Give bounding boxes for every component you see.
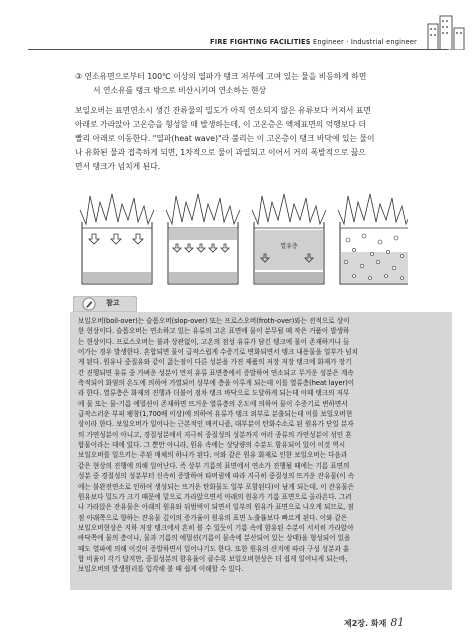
note-line: 한 현상이다. 슬롭오버는 연소하고 있는 유류의 고온 표면에 물이 분무될 때 작은 거품이 발생하 bbox=[78, 327, 350, 336]
paragraph-line-4: 나 유화된 물과 접촉하게 되면, 1차적으로 물이 과열되고 이어서 거의 폭발적으로 끓으 bbox=[75, 148, 366, 157]
paragraph-line-5: 면서 탱크가 넘치게 된다. bbox=[75, 162, 161, 171]
paragraph-line-1: 보일오버는 표면연소시 생긴 잔류물의 밀도가 아직 연소되지 않은 유류보다 커져서 표면 bbox=[75, 106, 371, 115]
boilover-diagram bbox=[78, 192, 408, 288]
note-line: 의 가연성분이 아니고, 경질성분에서 지극히 중질성의 성분까지 여러 종류의 가연성분이 섞인 혼 bbox=[78, 430, 352, 439]
note-tab bbox=[73, 296, 137, 312]
heat-arrows-1 bbox=[89, 234, 143, 244]
note-line: 에 물 또는 물-기름 에멀션이 존재하면 뜨거운 열류층의 온도에 의하여 물이 수증기로 변하면서 bbox=[78, 399, 348, 408]
note-line: 는 현상이다. 프로스오버는 불과 상관없이, 고온의 점성 유류가 담긴 탱크에 물이 존재하거나 들 bbox=[78, 337, 350, 346]
heat-layer-2 bbox=[169, 228, 237, 240]
note-line: 보일오버를 일으키는 주된 매체의 하나가 된다. 이와 같은 원유 화재로 인한 보일오버는 다음과 bbox=[78, 451, 348, 460]
note-line: 라 한다. 열류층은 화재의 진행과 더불어 점차 탱크 바닥으로 도달하게 되는데 이때 탱크의 저부 bbox=[78, 389, 350, 398]
item-3-line-1: ③ 연소유면으로부터 100℃ 이상의 열파가 탱크 저부에 고여 있는 물을 비등하게 하면 bbox=[75, 72, 367, 81]
note-text bbox=[78, 316, 445, 575]
header-title-bold: FIRE FIGHTING FACILITIES bbox=[210, 38, 311, 46]
page-footer bbox=[344, 616, 404, 629]
note-line: 간 진행되면 유류 중 가벼운 성분이 먼저 유류 표면층에서 증발하여 연소되고 무거운 성분은 계속 bbox=[78, 368, 354, 377]
note-line: 성분 중 경질성의 성분부터 신속히 증발하여 타버림에 따라 지극히 중질성의 뜨거운 잔유물(이 속 bbox=[78, 472, 355, 481]
note-line: 어가는 경우 발생한다. 혼합되면 물이 급작스럽게 수증기로 변화되면서 탱크 내용물을 일부가 넘치 bbox=[78, 348, 358, 357]
note-line: 같은 현상의 진행에 의해 일어난다. 즉 상부 기름의 표면에서 연소가 진행될 때에는 기름 표면의 bbox=[78, 461, 350, 470]
note-line: 게 된다. 원유나 중질유와 같이 끓는점이 다른 성분을 가진 제품의 저장 저장 탱크에 화재가 장기 bbox=[78, 358, 352, 367]
running-header bbox=[210, 38, 417, 46]
note-line: 원유보다 밀도가 크기 때문에 밑으로 가라앉으면서 아래의 원유가 기름 표면으로 올라온다. 그러 bbox=[78, 492, 352, 501]
building-icon bbox=[426, 14, 466, 50]
heat-arrows-2 bbox=[173, 244, 229, 252]
water-layer-2 bbox=[169, 272, 237, 283]
page-number: 81 bbox=[390, 616, 405, 629]
note-line: 점 아래쪽으로 향하는 잔유물 깊이의 증가율이 원유의 표면 노출률보다 빠르게 된다. 이와 같은 bbox=[78, 513, 348, 522]
tank-2 bbox=[166, 194, 240, 284]
note-line: 합물이라는 데에 있다. 그 뿐만 아니라, 원유 속에는 상당량의 수분도 함유되어 있어 이것 역시 bbox=[78, 441, 346, 450]
heat-layer-3 bbox=[255, 230, 323, 270]
header-rule bbox=[28, 49, 448, 50]
note-line: 합 비율이 각기 달지만, 중질성분의 함유율이 클수록 보일오버현상은 더 쉽게 일어나게 되는바, bbox=[78, 554, 348, 563]
paragraph-line-2: 아래로 가라앉아 고온층을 형성할 때 발생하는데, 이 고온층은 액체표면의 억행보다 더 bbox=[75, 120, 366, 129]
note-line: 보일오버(boil-over)는 슬롭오버(slop-over) 또는 프로스오버(froth-over)와는 전적으로 상이 bbox=[78, 317, 350, 325]
footer-chapter: 제2장. 화재 bbox=[344, 619, 387, 628]
tank-3 bbox=[252, 194, 326, 284]
note-line: 때도 열파에 의해 이것이 증발하면서 일어나기도 한다. 또한 원유의 산지에 따라 구성 성분과 휸 bbox=[78, 544, 350, 553]
note-line: 보일오버의 발생원리를 입각해 볼 때 쉽게 이해할 수 있다. bbox=[78, 565, 244, 574]
paragraph-line-3: 빨리 아래로 이동한다. "열파(heat wave)"라 불리는 이 고온층이 탱크 바닥에 있는 물이 bbox=[75, 134, 375, 143]
note-line: 나 가라앉은 잔유물은 아래의 원유와 뒤범벅이 되면서 일부의 원유가 표면으로 나오게 되므로, 점 bbox=[78, 503, 354, 512]
note-line: 바닥쪽에 물의 층이나, 물과 기름의 에멀션(기름이 물속에 분산되어 있는 상태)을 형성되어 있을 bbox=[78, 534, 351, 543]
item-3-line-2: 서 연소유를 탱크 밖으로 비산시키며 연소하는 현상 bbox=[93, 86, 267, 95]
water-layer-1 bbox=[83, 272, 151, 283]
note-line: 급작스러운 부피 팽창(1,700배 이상)에 의하여 유류가 탱크 외부로 분출되는데 이를 보일오버현 bbox=[78, 410, 353, 419]
note-line: 에는 불완전연소로 인하여 생성되는 뜨거운 탄화물도 일부 포함된다)이 남게 되는데, 이 잔유물은 bbox=[78, 482, 355, 491]
boiling-layer-4 bbox=[341, 252, 408, 283]
tank-4 bbox=[338, 194, 408, 284]
tank-1 bbox=[80, 194, 154, 284]
heat-layer-label: 열유층 bbox=[280, 243, 298, 250]
note-line: 보일오버현상은 지하 저장 탱크에서 흔히 볼 수 있듯이 기름 속에 함유된 수분이 서서히 가라앉아 bbox=[78, 523, 354, 532]
note-line: 축적되어 화염의 온도에 의하여 가열되어 상부에 층을 이루게 되는데 이를 열류층(heat layer)이 bbox=[78, 379, 355, 388]
water-layer-3 bbox=[255, 272, 323, 283]
note-label: 참고 bbox=[106, 299, 120, 307]
note-line: 상이라 한다. 보일오버가 일어나는 근본적인 매커니즘, 대부분이 탄화수소로 된 원유가 단일 분자 bbox=[78, 420, 354, 429]
header-title-rest: Engineer · Industrial engineer bbox=[310, 38, 417, 46]
